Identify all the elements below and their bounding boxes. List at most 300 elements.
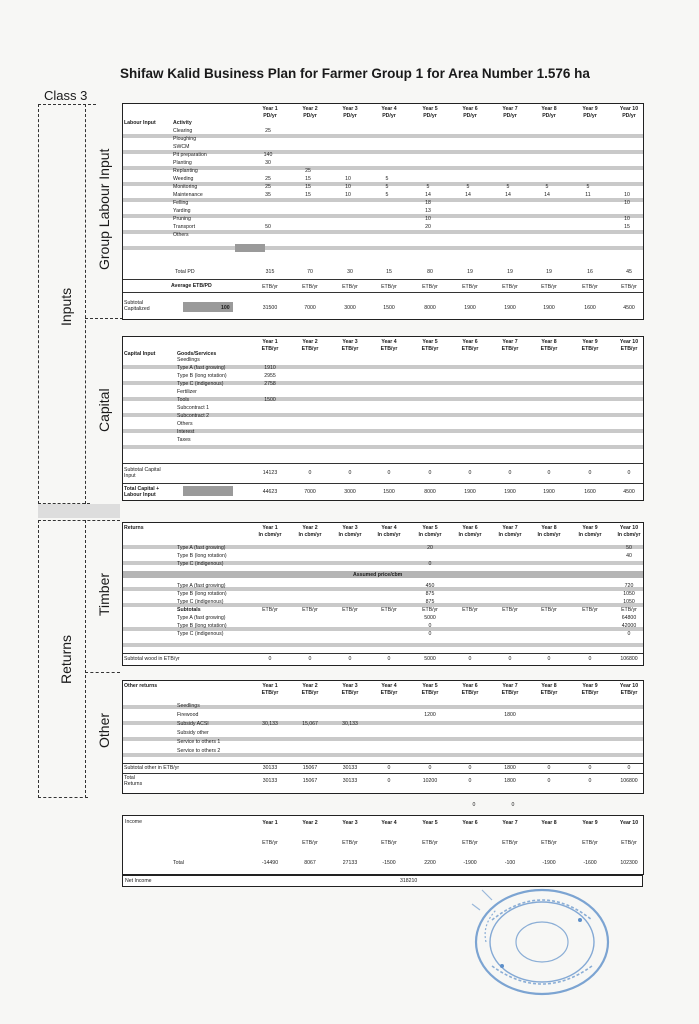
activity-label: Clearing [173,128,193,134]
etb-unit: ETB/yr [302,284,318,290]
unit-header: ETB/yr [342,840,358,846]
capital-subtotal-value: 0 [348,470,352,476]
unit-header: In cbm/yr [578,532,602,538]
year-header: Year 4 [381,683,397,689]
unit-header: ETB/yr [541,840,557,846]
price-year5: 875 [425,599,435,605]
goods-label: Seedlings [177,357,200,363]
capital-subtotal-value: 0 [627,470,631,476]
goods-label: Others [177,421,193,427]
subtotal-wood-value: 0 [387,656,391,662]
activity-label: Transport [173,224,196,230]
other-value: 1800 [504,712,516,718]
subtotal-year5: 5000 [424,615,436,621]
total-pd-value: 70 [307,269,313,275]
labour-value: 50 [265,224,271,230]
labour-value: 14 [544,192,550,198]
year-header: Year 9 [582,683,598,689]
total-pd-value: 15 [386,269,392,275]
other-value: 15,067 [302,721,318,727]
labour-value: 10 [624,200,630,206]
activity-label: Monitoring [173,184,198,190]
price-year10: 1050 [623,599,635,605]
other-item-label: Subsidy other [177,730,209,736]
labour-value: 14 [425,192,431,198]
frame-line [38,520,120,521]
capital-total-value: 1900 [543,489,555,495]
price-type-label: Type C (indigenous) [177,599,224,605]
labour-value: 25 [265,128,271,134]
total-returns-value: 0 [468,778,472,784]
subtotal-other-value: 0 [588,765,592,771]
income-total-value: 8067 [304,860,316,866]
capital-total-value: 44623 [262,489,278,495]
capital-total-value: 1900 [504,489,516,495]
activity-label: Others [173,232,189,238]
total-pd-value: 30 [347,269,353,275]
subtotal-other-label: Subtotal other in ETB/yr [124,765,180,771]
year-header: Year 6 [462,339,478,345]
labour-value: 10 [624,216,630,222]
etb-unit: ETB/yr [621,284,637,290]
capital-total-label: Total Capital + Labour Input [124,486,160,498]
year-header: Year 1 [262,339,278,345]
capital-subtotal-label: Subtotal Capital Input [124,467,161,479]
capital-subtotal-value: 0 [508,470,512,476]
activity-label: Pit preparation [173,152,207,158]
capital-subtotal-value: 0 [468,470,472,476]
total-returns-label: Total Returns [124,775,143,787]
year-header: Year 2 [302,106,318,112]
labour-value: 13 [425,208,431,214]
labour-value: 5 [385,192,389,198]
timber-table [122,522,644,666]
total-pd-value: 19 [467,269,473,275]
goods-label: Taxes [177,437,191,443]
total-returns-value: 1800 [504,778,516,784]
income-total-value: -1900 [463,860,477,866]
page-title: Shifaw Kalid Business Plan for Farmer Group 1 for Area Number 1.576 ha [120,66,590,81]
labour-value: 15 [305,176,311,182]
labour-value: 25 [305,168,311,174]
goods-label: Subcontract 1 [177,405,210,411]
unit-header: PD/yr [463,113,477,119]
year-header: Year 5 [422,683,438,689]
income-total-value: 2200 [424,860,436,866]
subtotal-capitalized-value: 8000 [424,305,436,311]
year-header: Year 10 [619,525,639,531]
year-header: Year 7 [502,683,518,689]
price-year5: 875 [425,591,435,597]
goods-label: Interest [177,429,195,435]
unit-header: ETB/yr [380,346,398,352]
frame-line [38,104,96,105]
subtotal-other-value: 0 [468,765,472,771]
unit-header: In cbm/yr [498,532,522,538]
activity-label: Ploughing [173,136,197,142]
etb-unit: ETB/yr [582,607,598,613]
subtotal-year5: 0 [428,631,432,637]
subtotal-capitalized-value: 1900 [464,305,476,311]
other-item-label: Seedlings [177,703,200,709]
etb-unit: ETB/yr [381,607,397,613]
labour-value: 15 [305,184,311,190]
other-value: 30,133 [262,721,278,727]
frame-line [85,104,86,504]
capital-value: 2758 [264,381,276,387]
capital-total-value: 7000 [304,489,316,495]
income-total-value: -1900 [542,860,556,866]
year-header: Year 9 [582,525,598,531]
subtotal-wood-value: 0 [508,656,512,662]
subtotal-type-label: Type B (long rotation) [177,623,227,629]
year-header: Year 7 [502,820,518,826]
labour-value: 10 [345,192,351,198]
unit-header: PD/yr [503,113,517,119]
avg-etb-label: Average ETB/PD [171,283,212,289]
unit-header: ETB/yr [501,690,519,696]
labour-value: 140 [263,152,273,158]
unit-header: ETB/yr [620,690,638,696]
year-header: Year 6 [462,106,478,112]
income-table [122,815,644,875]
year-header: Year 8 [541,525,557,531]
total-returns-value: 0 [387,778,391,784]
year-header: Year 10 [619,339,639,345]
goods-label: Type A (fast growing) [177,365,226,371]
capital-subtotal-value: 0 [387,470,391,476]
labour-value: 15 [624,224,630,230]
labour-value: 10 [345,176,351,182]
year-header: Year 3 [342,525,358,531]
subtotal-year5: 0 [428,623,432,629]
income-total-value: -100 [504,860,516,866]
year-header: Year 4 [381,339,397,345]
subtotal-wood-value: 0 [348,656,352,662]
subtotal-capitalized-value: 7000 [304,305,316,311]
year-header: Year 7 [502,525,518,531]
labour-value: 35 [265,192,271,198]
capital-value: 2955 [264,373,276,379]
year-header: Year 4 [381,106,397,112]
total-returns-value: 30133 [262,778,278,784]
activity-label: Pruning [173,216,191,222]
unit-header: ETB/yr [540,346,558,352]
subtotal-other-value: 30133 [342,765,358,771]
goods-label: Subcontract 2 [177,413,210,419]
labour-value: 14 [505,192,511,198]
cooperative-seal-stamp [462,880,612,998]
labour-value: 10 [425,216,431,222]
etb-unit: ETB/yr [502,607,518,613]
unit-header: ETB/yr [462,840,478,846]
timber-volume: 0 [428,561,432,567]
labour-value: 5 [586,184,590,190]
frame-line [85,318,123,319]
etb-unit: ETB/yr [422,607,438,613]
avg-etb-value: 100 [221,305,230,311]
subtotal-wood-value: 0 [547,656,551,662]
timber-volume: 50 [626,545,632,551]
capital-subtotal-value: 0 [428,470,432,476]
total-pd-value: 19 [546,269,552,275]
goods-label: Type C (indigenous) [177,381,224,387]
price-year10: 1050 [623,591,635,597]
unit-header: ETB/yr [461,346,479,352]
total-returns-value: 15067 [302,778,318,784]
frame-line [38,104,39,504]
unit-header: In cbm/yr [338,532,362,538]
capital-total-value: 4500 [623,489,635,495]
timber-volume: 40 [626,553,632,559]
other-returns-label: Other returns [124,683,158,689]
subtotal-other-value: 0 [547,765,551,771]
class-label: Class 3 [44,88,88,103]
year-header: Year 7 [502,339,518,345]
frame-line [38,797,88,798]
goods-label: Fertilizer [177,389,197,395]
etb-unit: ETB/yr [422,284,438,290]
capital-subtotal-value: 14123 [262,470,278,476]
activity-label: Maintenance [173,192,203,198]
subtotal-year10: 0 [627,631,631,637]
capital-total-value: 1600 [584,489,596,495]
subtotal-other-value: 0 [428,765,432,771]
year-header: Year 8 [541,683,557,689]
timber-type-label: Type C (indigenous) [177,561,224,567]
subtotal-capitalized-label: Subtotal Capitalized [124,300,150,312]
unit-header: ETB/yr [261,346,279,352]
transport-shading [235,244,265,252]
unit-header: ETB/yr [540,690,558,696]
total-returns-value: 106800 [620,778,638,784]
unit-header: In cbm/yr [298,532,322,538]
subtotal-capitalized-value: 1600 [584,305,596,311]
subtotal-year10: 42000 [621,623,637,629]
unit-header: In cbm/yr [617,532,641,538]
unit-header: PD/yr [583,113,597,119]
activity-label: Replanting [173,168,198,174]
unit-header: PD/yr [263,113,277,119]
unit-header: PD/yr [622,113,636,119]
unit-header: PD/yr [423,113,437,119]
labour-value: 25 [265,184,271,190]
labour-value: 5 [426,184,430,190]
income-total-value: 102300 [620,860,638,866]
subtotal-capitalized-value: 1500 [383,305,395,311]
capital-input-label: Capital Input [124,351,156,357]
etb-unit: ETB/yr [582,284,598,290]
labour-value: 5 [466,184,470,190]
gap-band [38,504,120,518]
total-returns-value: 30133 [342,778,358,784]
total-pd-value: 315 [265,269,275,275]
unit-header: ETB/yr [421,690,439,696]
labour-value: 25 [265,176,271,182]
unit-header: ETB/yr [341,346,359,352]
unit-header: ETB/yr [581,690,599,696]
unit-header: ETB/yr [620,346,638,352]
subtotal-wood-value: 0 [588,656,592,662]
unit-header: PD/yr [382,113,396,119]
capital-total-value: 1900 [464,489,476,495]
capital-subtotal-value: 0 [308,470,312,476]
income-total-value: 27133 [342,860,358,866]
labour-value: 14 [465,192,471,198]
year-header: Year 8 [541,339,557,345]
unit-header: ETB/yr [341,690,359,696]
total-pd-value: 19 [507,269,513,275]
labour-value: 10 [345,184,351,190]
year-header: Year 8 [541,106,557,112]
total-pd-label: Total PD [175,269,195,275]
year-header: Year 2 [302,339,318,345]
price-type-label: Type A (fast growing) [177,583,226,589]
year-header: Year 3 [342,106,358,112]
year-header: Year 3 [342,820,358,826]
unit-header: In cbm/yr [537,532,561,538]
labour-value: 5 [385,176,389,182]
labour-value: 11 [585,192,591,198]
year-header: Year 6 [462,525,478,531]
year-header: Year 1 [262,683,278,689]
inputs-label: Inputs [58,287,74,326]
subtotal-other-value: 15067 [302,765,318,771]
subtotal-wood-value: 0 [268,656,272,662]
subtotal-capitalized-value: 3000 [344,305,356,311]
timber-type-label: Type A (fast growing) [177,545,226,551]
labour-value: 18 [425,200,431,206]
net-income-label: Net Income [125,878,152,884]
year-header: Year 5 [422,339,438,345]
capital-total-value: 1500 [383,489,395,495]
etb-unit: ETB/yr [462,284,478,290]
income-total-label: Total [173,860,184,866]
total-shading [183,486,233,496]
other-item-label: Service to others 2 [177,748,221,754]
year-header: Year 10 [619,106,639,112]
total-returns-value: 10200 [422,778,438,784]
frame-line [85,520,86,798]
subtotal-capitalized-value: 1900 [504,305,516,311]
unit-header: ETB/yr [262,840,278,846]
year-header: Year 9 [582,339,598,345]
labour-table [122,103,644,320]
group-labour-label: Group Labour Input [96,148,112,270]
activity-label: Felling [173,200,189,206]
year-header: Year 4 [381,820,397,826]
unit-header: PD/yr [343,113,357,119]
below-zero-1: 0 [472,802,476,808]
frame-line [85,672,120,673]
labour-value: 5 [506,184,510,190]
other-item-label: Firewood [177,712,199,718]
etb-unit: ETB/yr [262,607,278,613]
year-header: Year 1 [262,106,278,112]
unit-header: ETB/yr [380,690,398,696]
subtotal-wood-label: Subtotal wood in ETB/yr [124,656,180,662]
year-header: Year 8 [541,820,557,826]
goods-label: Type B (long rotation) [177,373,227,379]
unit-header: ETB/yr [582,840,598,846]
income-label: Income [125,819,143,825]
labour-value: 5 [385,184,389,190]
other-item-label: Service to others 1 [177,739,221,745]
unit-header: ETB/yr [581,346,599,352]
subtotals-label: Subtotals [177,607,201,613]
year-header: Year 5 [422,525,438,531]
etb-unit: ETB/yr [541,284,557,290]
other-label: Other [96,712,112,748]
year-header: Year 9 [582,106,598,112]
price-year10: 720 [624,583,634,589]
unit-header: ETB/yr [422,840,438,846]
subtotal-year10: 64800 [621,615,637,621]
unit-header: ETB/yr [421,346,439,352]
unit-header: ETB/yr [502,840,518,846]
year-header: Year 5 [422,106,438,112]
subtotal-other-value: 1800 [504,765,516,771]
year-header: Year 10 [619,683,639,689]
subtotal-wood-value: 0 [308,656,312,662]
unit-header: In cbm/yr [377,532,401,538]
below-zero-2: 0 [511,802,515,808]
subtotal-other-value: 30133 [262,765,278,771]
timber-label: Timber [96,572,112,616]
etb-unit: ETB/yr [541,607,557,613]
capital-total-value: 3000 [344,489,356,495]
labour-value: 20 [425,224,431,230]
total-pd-value: 45 [626,269,632,275]
activity-label: Planting [173,160,192,166]
capital-table [122,336,644,501]
labour-value: 15 [305,192,311,198]
labour-value: 5 [545,184,549,190]
other-item-label: Subsidy ACSI [177,721,209,727]
labour-input-label: Labour Input [124,120,156,126]
capital-subtotal-value: 0 [547,470,551,476]
etb-unit: ETB/yr [502,284,518,290]
net-income-label-box [122,875,174,887]
year-header: Year 1 [262,820,278,826]
year-header: Year 6 [462,683,478,689]
etb-unit: ETB/yr [462,607,478,613]
year-header: Year 3 [342,339,358,345]
price-type-label: Type B (long rotation) [177,591,227,597]
timber-volume: 20 [427,545,433,551]
unit-header: ETB/yr [381,840,397,846]
unit-header: ETB/yr [261,690,279,696]
subtotal-capitalized-value: 4500 [623,305,635,311]
activity-header: Activity [173,120,192,126]
year-header: Year 4 [381,525,397,531]
unit-header: PD/yr [303,113,317,119]
subtotal-type-label: Type A (fast growing) [177,615,226,621]
income-total-value: -14490 [261,860,279,866]
goods-services-header: Goods/Services [177,351,217,357]
returns-label: Returns [58,634,74,684]
income-total-value: -1500 [382,860,396,866]
year-header: Year 3 [342,683,358,689]
year-header: Year 2 [302,525,318,531]
subtotal-capitalized-value: 31500 [262,305,278,311]
year-header: Year 9 [582,820,598,826]
subtotal-wood-value: 106800 [620,656,638,662]
price-year5: 450 [425,583,435,589]
activity-label: Weeding [173,176,194,182]
goods-label: Tools [177,397,190,403]
year-header: Year 5 [422,820,438,826]
